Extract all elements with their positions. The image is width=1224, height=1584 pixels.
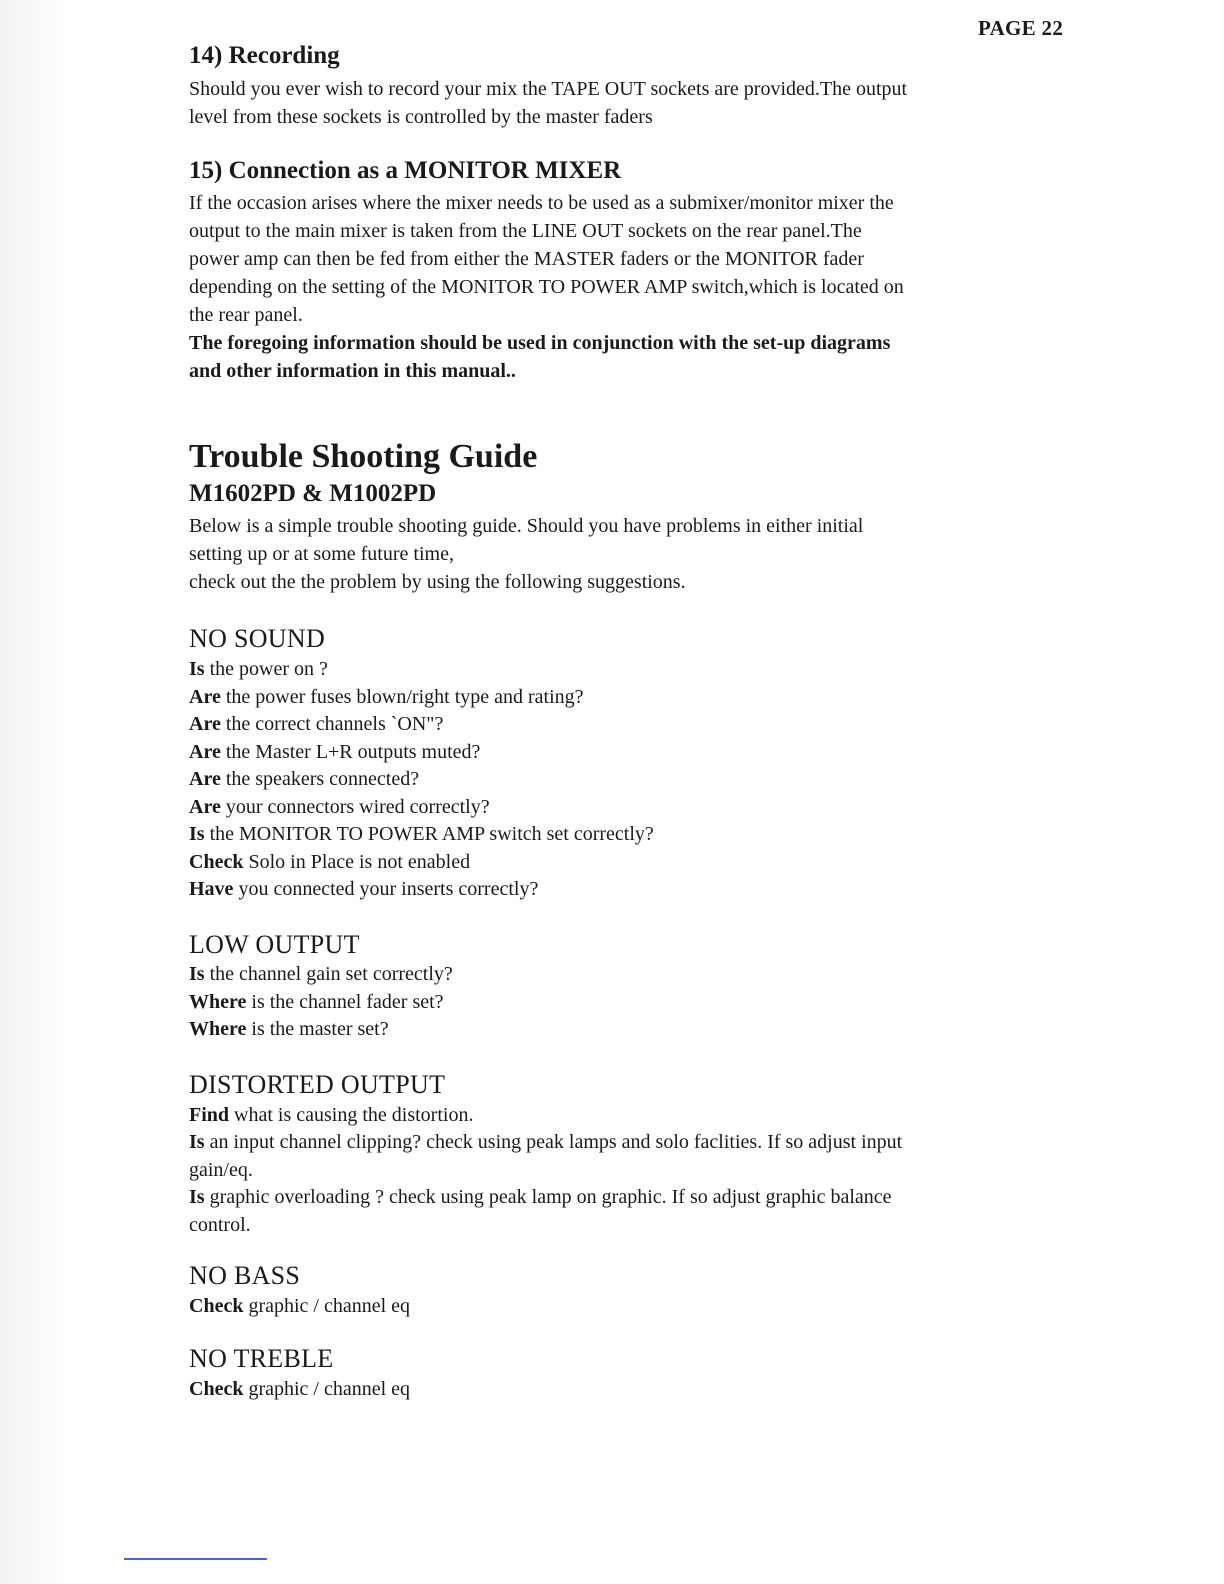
checklist <box>189 1376 1039 1404</box>
monitor-line: output to the main mixer is taken from the LINE OUT sockets on the rear panel.The <box>189 220 862 242</box>
list-item <box>189 711 1039 739</box>
list-item <box>189 1016 1039 1044</box>
list-item <box>189 849 1039 877</box>
problem-heading: NO SOUND <box>189 624 326 654</box>
item-lead: Is <box>189 1131 205 1154</box>
problem-distorted-output <box>189 1068 1039 1239</box>
scan-shadow <box>0 0 70 1584</box>
trouble-shooting-guide <box>189 437 1039 1404</box>
problem-no-bass <box>189 1259 1039 1320</box>
item-lead: Check <box>189 850 244 873</box>
list-item <box>189 684 1039 712</box>
guide-intro-line: check out the the problem by using the following suggestions. <box>189 571 686 594</box>
item-lead: Where <box>189 990 247 1013</box>
list-item <box>189 1157 1039 1185</box>
section-recording <box>189 40 1039 131</box>
item-lead: Check <box>189 1378 244 1401</box>
item-lead: Check <box>189 1294 244 1317</box>
item-lead: Is <box>189 658 205 681</box>
item-text: graphic overloading ? check using peak lamp on graphic. If so adjust graphic balance <box>204 1186 892 1209</box>
item-lead: Is <box>189 1186 205 1209</box>
item-lead: Are <box>189 768 221 791</box>
list-item <box>189 1212 1039 1240</box>
problem-low-output <box>189 928 1039 1044</box>
problem-heading: NO BASS <box>189 1261 301 1291</box>
problem-no-sound <box>189 622 1039 903</box>
item-text: the power on ? <box>204 658 328 681</box>
item-text: control. <box>189 1213 251 1236</box>
list-item <box>189 1184 1039 1212</box>
monitor-line: depending on the setting of the MONITOR TO POWER AMP switch,which is located on <box>189 276 904 298</box>
page-number: PAGE 22 <box>978 16 1064 40</box>
problem-heading: LOW OUTPUT <box>189 929 360 959</box>
list-item <box>189 1102 1039 1130</box>
item-text: graphic / channel eq <box>243 1378 411 1401</box>
item-lead: Are <box>189 685 221 708</box>
item-lead: Are <box>189 713 221 736</box>
item-text: an input channel clipping? check using peak lamps and solo faclities. If so adjust input <box>204 1131 903 1154</box>
checklist <box>189 656 1039 904</box>
list-item <box>189 989 1039 1017</box>
item-text: what is causing the distortion. <box>229 1103 474 1126</box>
item-text: the channel gain set correctly? <box>204 963 453 986</box>
monitor-note-line: The foregoing information should be used in conjunction with the set-up diagrams <box>189 332 891 354</box>
problem-heading: NO TREBLE <box>189 1344 334 1374</box>
monitor-line: power amp can then be fed from either the MASTER faders or the MONITOR fader <box>189 248 864 270</box>
item-text: Solo in Place is not enabled <box>243 850 471 873</box>
item-lead: Find <box>189 1103 230 1126</box>
item-lead: Have <box>189 878 234 901</box>
recording-line: Should you ever wish to record your mix the TAPE OUT sockets are provided.The output <box>189 77 908 100</box>
monitor-line: If the occasion arises where the mixer needs to be used as a submixer/monitor mixer the <box>189 192 894 214</box>
monitor-note-line: and other information in this manual.. <box>189 360 516 382</box>
section-heading-recording: 14) Recording <box>189 42 340 69</box>
list-item <box>189 1376 1039 1404</box>
guide-title: Trouble Shooting Guide <box>189 438 538 475</box>
list-item <box>189 961 1039 989</box>
checklist <box>189 961 1039 1044</box>
list-item <box>189 794 1039 822</box>
item-lead: Where <box>189 1018 247 1041</box>
section-monitor-mixer <box>189 155 1039 386</box>
list-item <box>189 1129 1039 1157</box>
guide-intro-line: setting up or at some future time, <box>189 543 454 566</box>
guide-models: M1602PD & M1002PD <box>189 479 437 507</box>
checklist <box>189 1293 1039 1321</box>
item-text: is the channel fader set? <box>246 990 444 1013</box>
item-lead: Is <box>189 823 205 846</box>
item-text: you connected your inserts correctly? <box>233 878 539 901</box>
list-item <box>189 1293 1039 1321</box>
monitor-line: the rear panel. <box>189 304 303 326</box>
guide-intro-line: Below is a simple trouble shooting guide. Should you have problems in either initial <box>189 515 864 538</box>
checklist <box>189 1102 1039 1240</box>
section-heading-monitor: 15) Connection as a MONITOR MIXER <box>189 156 622 184</box>
item-text: the speakers connected? <box>220 768 420 791</box>
list-item <box>189 656 1039 684</box>
list-item <box>189 821 1039 849</box>
problem-no-treble <box>189 1342 1039 1403</box>
item-text: graphic / channel eq <box>243 1294 411 1317</box>
item-text: gain/eq. <box>189 1158 253 1181</box>
recording-line: level from these sockets is controlled by the master faders <box>189 105 653 128</box>
list-item <box>189 766 1039 794</box>
item-text: the Master L+R outputs muted? <box>220 740 481 763</box>
problem-heading: DISTORTED OUTPUT <box>189 1069 446 1099</box>
item-text: the correct channels `ON"? <box>220 713 444 736</box>
item-lead: Are <box>189 740 221 763</box>
item-text: is the master set? <box>246 1018 389 1041</box>
item-lead: Is <box>189 963 205 986</box>
list-item <box>189 739 1039 767</box>
item-text: the power fuses blown/right type and rating? <box>220 685 584 708</box>
list-item <box>189 876 1039 904</box>
item-text: the MONITOR TO POWER AMP switch set correctly? <box>204 823 654 846</box>
item-lead: Are <box>189 795 221 818</box>
footer-rule <box>124 1558 267 1560</box>
page-content <box>189 40 1039 1404</box>
item-text: your connectors wired correctly? <box>220 795 490 818</box>
